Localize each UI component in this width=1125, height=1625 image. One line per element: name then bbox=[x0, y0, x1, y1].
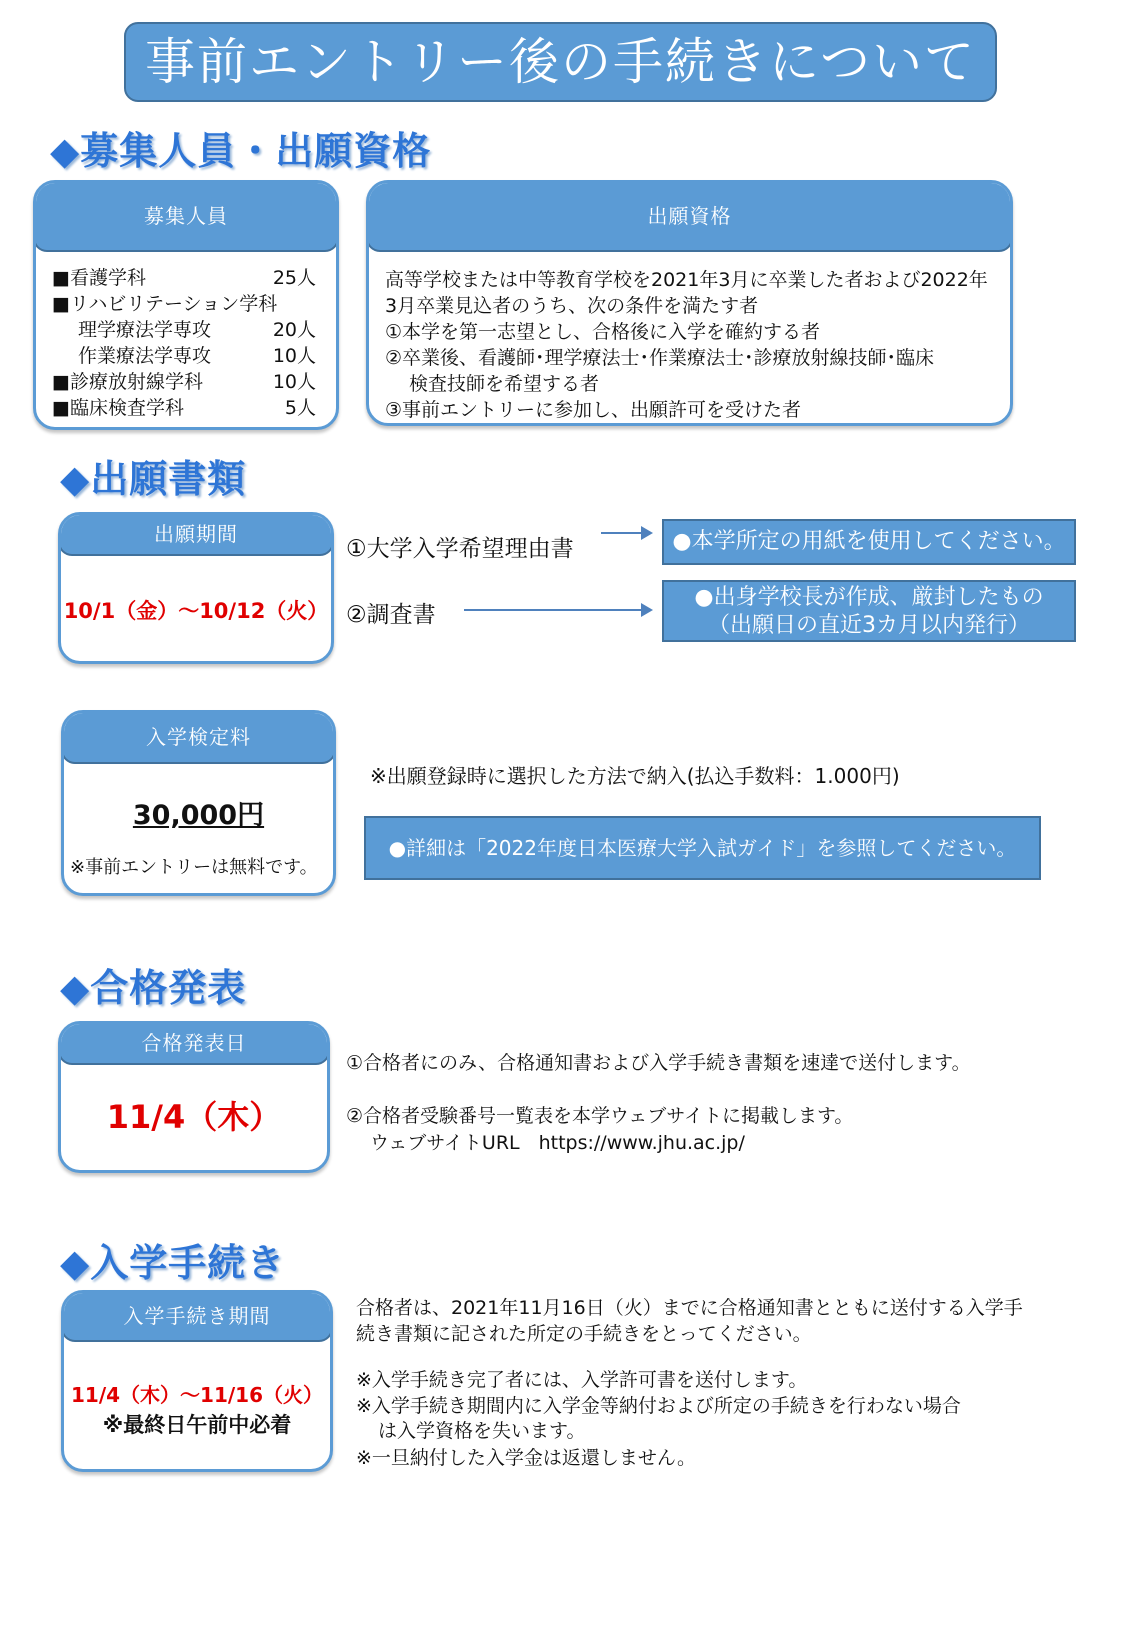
section-heading-documents: ◆出願書類 bbox=[60, 457, 247, 501]
capacity-row: 理学療法学専攻 20人 bbox=[78, 319, 316, 341]
section-heading-results: ◆合格発表 bbox=[60, 966, 247, 1010]
guide-note: ●詳細は「2022年度日本医療大学入試ガイド」を参照してください。 bbox=[364, 816, 1041, 880]
application-period-date: 10/1（金）～10/12（火） bbox=[63, 599, 329, 623]
qualification-line: 高等学校または中等教育学校を2021年3月に卒業した者および2022年3月卒業見込者のうち、次の条件を満たす者 bbox=[385, 269, 988, 317]
page-title: 事前エントリー後の手続きについて bbox=[124, 22, 997, 102]
enrollment-deadline: ※最終日午前中必着 bbox=[102, 1413, 292, 1437]
document-1-label: ①大学入学希望理由書 bbox=[346, 536, 574, 562]
announcement-card bbox=[58, 1021, 330, 1173]
capacity-row: ■臨床検査学科 5人 bbox=[52, 397, 316, 419]
enrollment-period: 11/4（木）～11/16（火） bbox=[70, 1383, 324, 1407]
capacity-row: ■リハビリテーション学科 bbox=[52, 293, 278, 315]
enrollment-note-2-cont: は入学資格を失います。 bbox=[378, 1420, 586, 1442]
qualification-card-header: 出願資格 bbox=[366, 180, 1013, 252]
fee-card-header: 入学検定料 bbox=[61, 710, 336, 764]
qualification-line: 検査技師を希望する者 bbox=[409, 373, 600, 395]
document-2-label: ②調査書 bbox=[346, 602, 436, 628]
document-1-note: ●本学所定の用紙を使用してください。 bbox=[662, 519, 1076, 565]
enrollment-note-1: ※入学手続き完了者には、入学許可書を送付します。 bbox=[356, 1369, 808, 1391]
capacity-row: ■診療放射線学科 10人 bbox=[52, 371, 316, 393]
payment-note: ※出願登録時に選択した方法で納入(払込手数料：1.000円) bbox=[370, 764, 900, 788]
announcement-note-1: ①合格者にのみ、合格通知書および入学手続き書類を速達で送付します。 bbox=[346, 1052, 971, 1074]
application-period-card bbox=[58, 512, 334, 664]
enrollment-intro-line: 合格者は、2021年11月16日（火）までに合格通知書とともに送付する入学手 bbox=[356, 1297, 1023, 1319]
capacity-card-header: 募集人員 bbox=[33, 180, 339, 252]
section-heading-enrollment: ◆入学手続き bbox=[60, 1241, 286, 1285]
capacity-card bbox=[33, 180, 339, 430]
announcement-note-2: ②合格者受験番号一覧表を本学ウェブサイトに掲載します。 bbox=[346, 1105, 854, 1127]
enrollment-card bbox=[61, 1290, 333, 1472]
capacity-row: 作業療法学専攻 10人 bbox=[78, 345, 316, 367]
website-url[interactable]: ウェブサイトURL https://www.jhu.ac.jp/ bbox=[370, 1132, 745, 1154]
document-2-note-line: （出願日の直近3カ月以内発行） bbox=[708, 613, 1030, 638]
enrollment-intro-line: 続き書類に記された所定の手続きをとってください。 bbox=[356, 1323, 812, 1345]
announcement-date: 11/4（木） bbox=[106, 1098, 282, 1136]
qualification-line: ③事前エントリーに参加し、出願許可を受けた者 bbox=[385, 399, 802, 421]
qualification-card bbox=[366, 180, 1013, 426]
fee-card bbox=[61, 710, 336, 896]
enrollment-card-header: 入学手続き期間 bbox=[61, 1290, 333, 1342]
section-heading-recruit: ◆募集人員・出願資格 bbox=[50, 129, 432, 173]
qualification-text bbox=[385, 267, 992, 423]
fee-amount: 30,000円 bbox=[132, 800, 265, 831]
fee-free-note: ※事前エントリーは無料です。 bbox=[70, 857, 318, 878]
announcement-card-header: 合格発表日 bbox=[58, 1021, 330, 1065]
capacity-list bbox=[52, 265, 316, 421]
application-period-header: 出願期間 bbox=[58, 512, 334, 556]
document-2-note-line: ●出身学校長が作成、厳封したもの bbox=[694, 585, 1044, 610]
enrollment-note-3: ※一旦納付した入学金は返還しません。 bbox=[356, 1447, 697, 1469]
arrow-right-icon bbox=[601, 532, 651, 534]
arrow-right-icon bbox=[464, 609, 651, 611]
enrollment-note-2: ※入学手続き期間内に入学金等納付および所定の手続きを行わない場合 bbox=[356, 1395, 961, 1417]
document-2-note bbox=[662, 580, 1076, 642]
qualification-line: ①本学を第一志望とし、合格後に入学を確約する者 bbox=[385, 321, 821, 343]
qualification-line: ②卒業後、看護師･理学療法士･作業療法士･診療放射線技師･臨床 bbox=[385, 347, 935, 369]
capacity-row: ■看護学科 25人 bbox=[52, 267, 316, 289]
